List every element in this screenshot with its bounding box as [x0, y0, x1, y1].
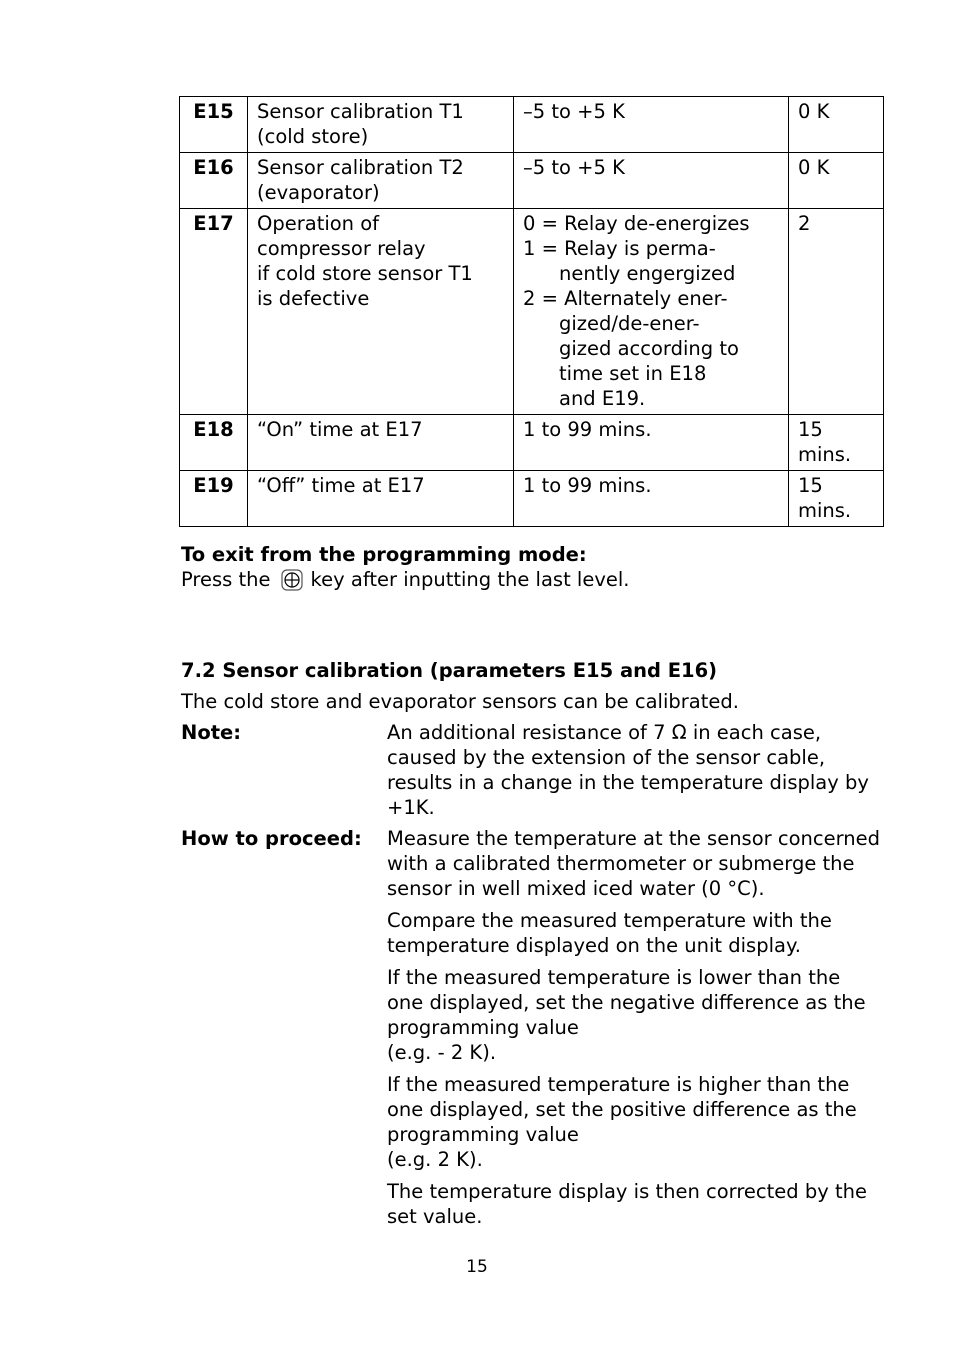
- table-row: [180, 153, 884, 209]
- option-item: 0 = Relay de-energizes: [523, 212, 750, 235]
- section-intro: The cold store and evaporator sensors can be calibrated.: [181, 690, 739, 713]
- proceed-steps: [387, 826, 885, 1229]
- parameter-range: 1 to 99 mins.: [514, 415, 789, 471]
- parameter-default: 0 K: [789, 153, 884, 209]
- proceed-row: [181, 826, 885, 1229]
- parameter-code: E15: [180, 97, 248, 153]
- plus-key-icon: [281, 569, 303, 591]
- page-content: [181, 96, 885, 1235]
- page-number: 15: [466, 1257, 488, 1277]
- proceed-paragraph: Compare the measured temperature with the temperature displayed on the unit display.: [387, 909, 832, 957]
- proceed-paragraph: If the measured temperature is higher than the one displayed, set the positive difference as the programming value (e.g. 2 K).: [387, 1073, 857, 1171]
- parameter-code: E16: [180, 153, 248, 209]
- parameter-description: Operation of compressor relay if cold store sensor T1 is defective: [248, 209, 514, 415]
- parameter-description: Sensor calibration T1 (cold store): [248, 97, 514, 153]
- parameter-code: E18: [180, 415, 248, 471]
- proceed-paragraph: Measure the temperature at the sensor concerned with a calibrated thermometer or submerge the sensor in well mixed iced water (0 °C).: [387, 827, 880, 900]
- parameter-description: Sensor calibration T2 (evaporator): [248, 153, 514, 209]
- note-label: Note:: [181, 721, 242, 744]
- parameter-code: E19: [180, 471, 248, 527]
- parameter-table: [179, 96, 884, 527]
- parameter-default: 15 mins.: [789, 471, 884, 527]
- proceed-paragraph: If the measured temperature is lower than the one displayed, set the negative difference as the programming value (e.g. - 2 K).: [387, 966, 866, 1064]
- proceed-paragraph: The temperature display is then corrected by the set value.: [387, 1180, 867, 1228]
- parameter-code: E17: [180, 209, 248, 415]
- exit-instruction: [181, 567, 885, 592]
- exit-heading: To exit from the programming mode:: [181, 543, 587, 566]
- table-row: [180, 209, 884, 415]
- parameter-options: [514, 209, 789, 415]
- section-title: 7.2 Sensor calibration (parameters E15 and E16): [181, 659, 718, 682]
- exit-text-before: Press the: [181, 568, 271, 591]
- proceed-label: How to proceed:: [181, 827, 362, 850]
- table-row: [180, 415, 884, 471]
- table-row: [180, 97, 884, 153]
- option-item: 2 = Alternately ener- gized/de-ener- gized according to time set in E18 and E19.: [523, 287, 739, 410]
- option-item: 1 = Relay is perma- nently engergized: [523, 237, 736, 285]
- parameter-description: “On” time at E17: [248, 415, 514, 471]
- parameter-default: 0 K: [789, 97, 884, 153]
- table-row: [180, 471, 884, 527]
- parameter-description: “Off” time at E17: [248, 471, 514, 527]
- parameter-range: 1 to 99 mins.: [514, 471, 789, 527]
- parameter-range: –5 to +5 K: [514, 153, 789, 209]
- note-row: [181, 720, 885, 820]
- exit-text-after: key after inputting the last level.: [310, 568, 630, 591]
- note-text: An additional resistance of 7 Ω in each case, caused by the extension of the sensor cable, results in a change in the temperature display by +1K.: [387, 721, 869, 819]
- parameter-default: 2: [789, 209, 884, 415]
- parameter-range: –5 to +5 K: [514, 97, 789, 153]
- parameter-default: 15 mins.: [789, 415, 884, 471]
